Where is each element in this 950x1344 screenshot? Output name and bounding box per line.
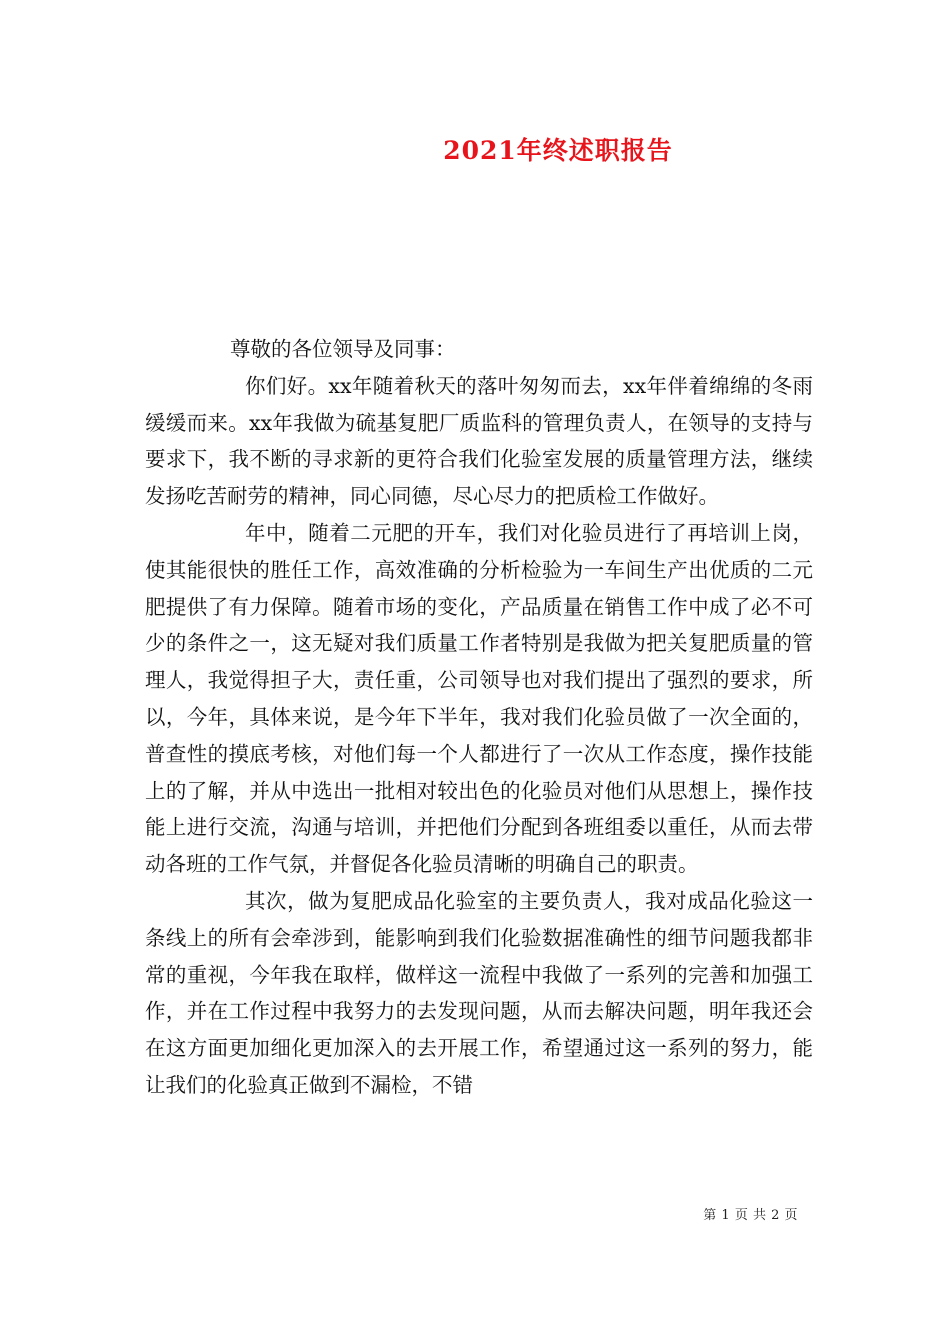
page-number-footer: 第 1 页 共 2 页 [703, 1208, 798, 1223]
paragraph-2: 年中，随着二元肥的开车，我们对化验员进行了再培训上岗，使其能很快的胜任工作，高效准确的分析检验为一车间生产出优质的二元肥提供了有力保障。随着市场的变化，产品质量在销售工作中成了必不可少的条件之一，这无疑对我们质量工作者特别是我做为把关复肥质量的管理人，我觉得担子大，责任重，公司领导也对我们提出了强烈的要求，所以，今年，具体来说，是今年下半年，我对我们化验员做了一次全面的，普查性的摸底考核，对他们每一个人都进行了一次从工作态度，操作技能上的了解，并从中选出一批相对较出色的化验员对他们从思想上，操作技能上进行交流，沟通与培训，并把他们分配到各班组委以重任，从而去带动各班的工作气氛，并督促各化验员清晰的明确自己的职责。 [145, 520, 813, 877]
document-body [145, 331, 813, 1104]
salutation: 尊敬的各位领导及同事： [230, 337, 456, 361]
document-title: 2021年终述职报告 [443, 136, 673, 165]
paragraph-3: 其次，做为复肥成品化验室的主要负责人，我对成品化验这一条线上的所有会牵涉到，能影响到我们化验数据准确性的细节问题我都非常的重视，今年我在取样，做样这一流程中我做了一系列的完善和加强工作，并在工作过程中我努力的去发现问题，从而去解决问题，明年我还会在这方面更加细化更加深入的去开展工作，希望通过这一系列的努力，能让我们的化验真正做到不漏检，不错 [145, 888, 813, 1097]
paragraph-1: 你们好。xx年随着秋天的落叶匆匆而去，xx年伴着绵绵的冬雨缓缓而来。xx年我做为硫基复肥厂质监科的管理负责人，在领导的支持与要求下，我不断的寻求新的更符合我们化验室发展的质量管理方法，继续发扬吃苦耐劳的精神，同心同德，尽心尽力的把质检工作做好。 [145, 373, 813, 509]
